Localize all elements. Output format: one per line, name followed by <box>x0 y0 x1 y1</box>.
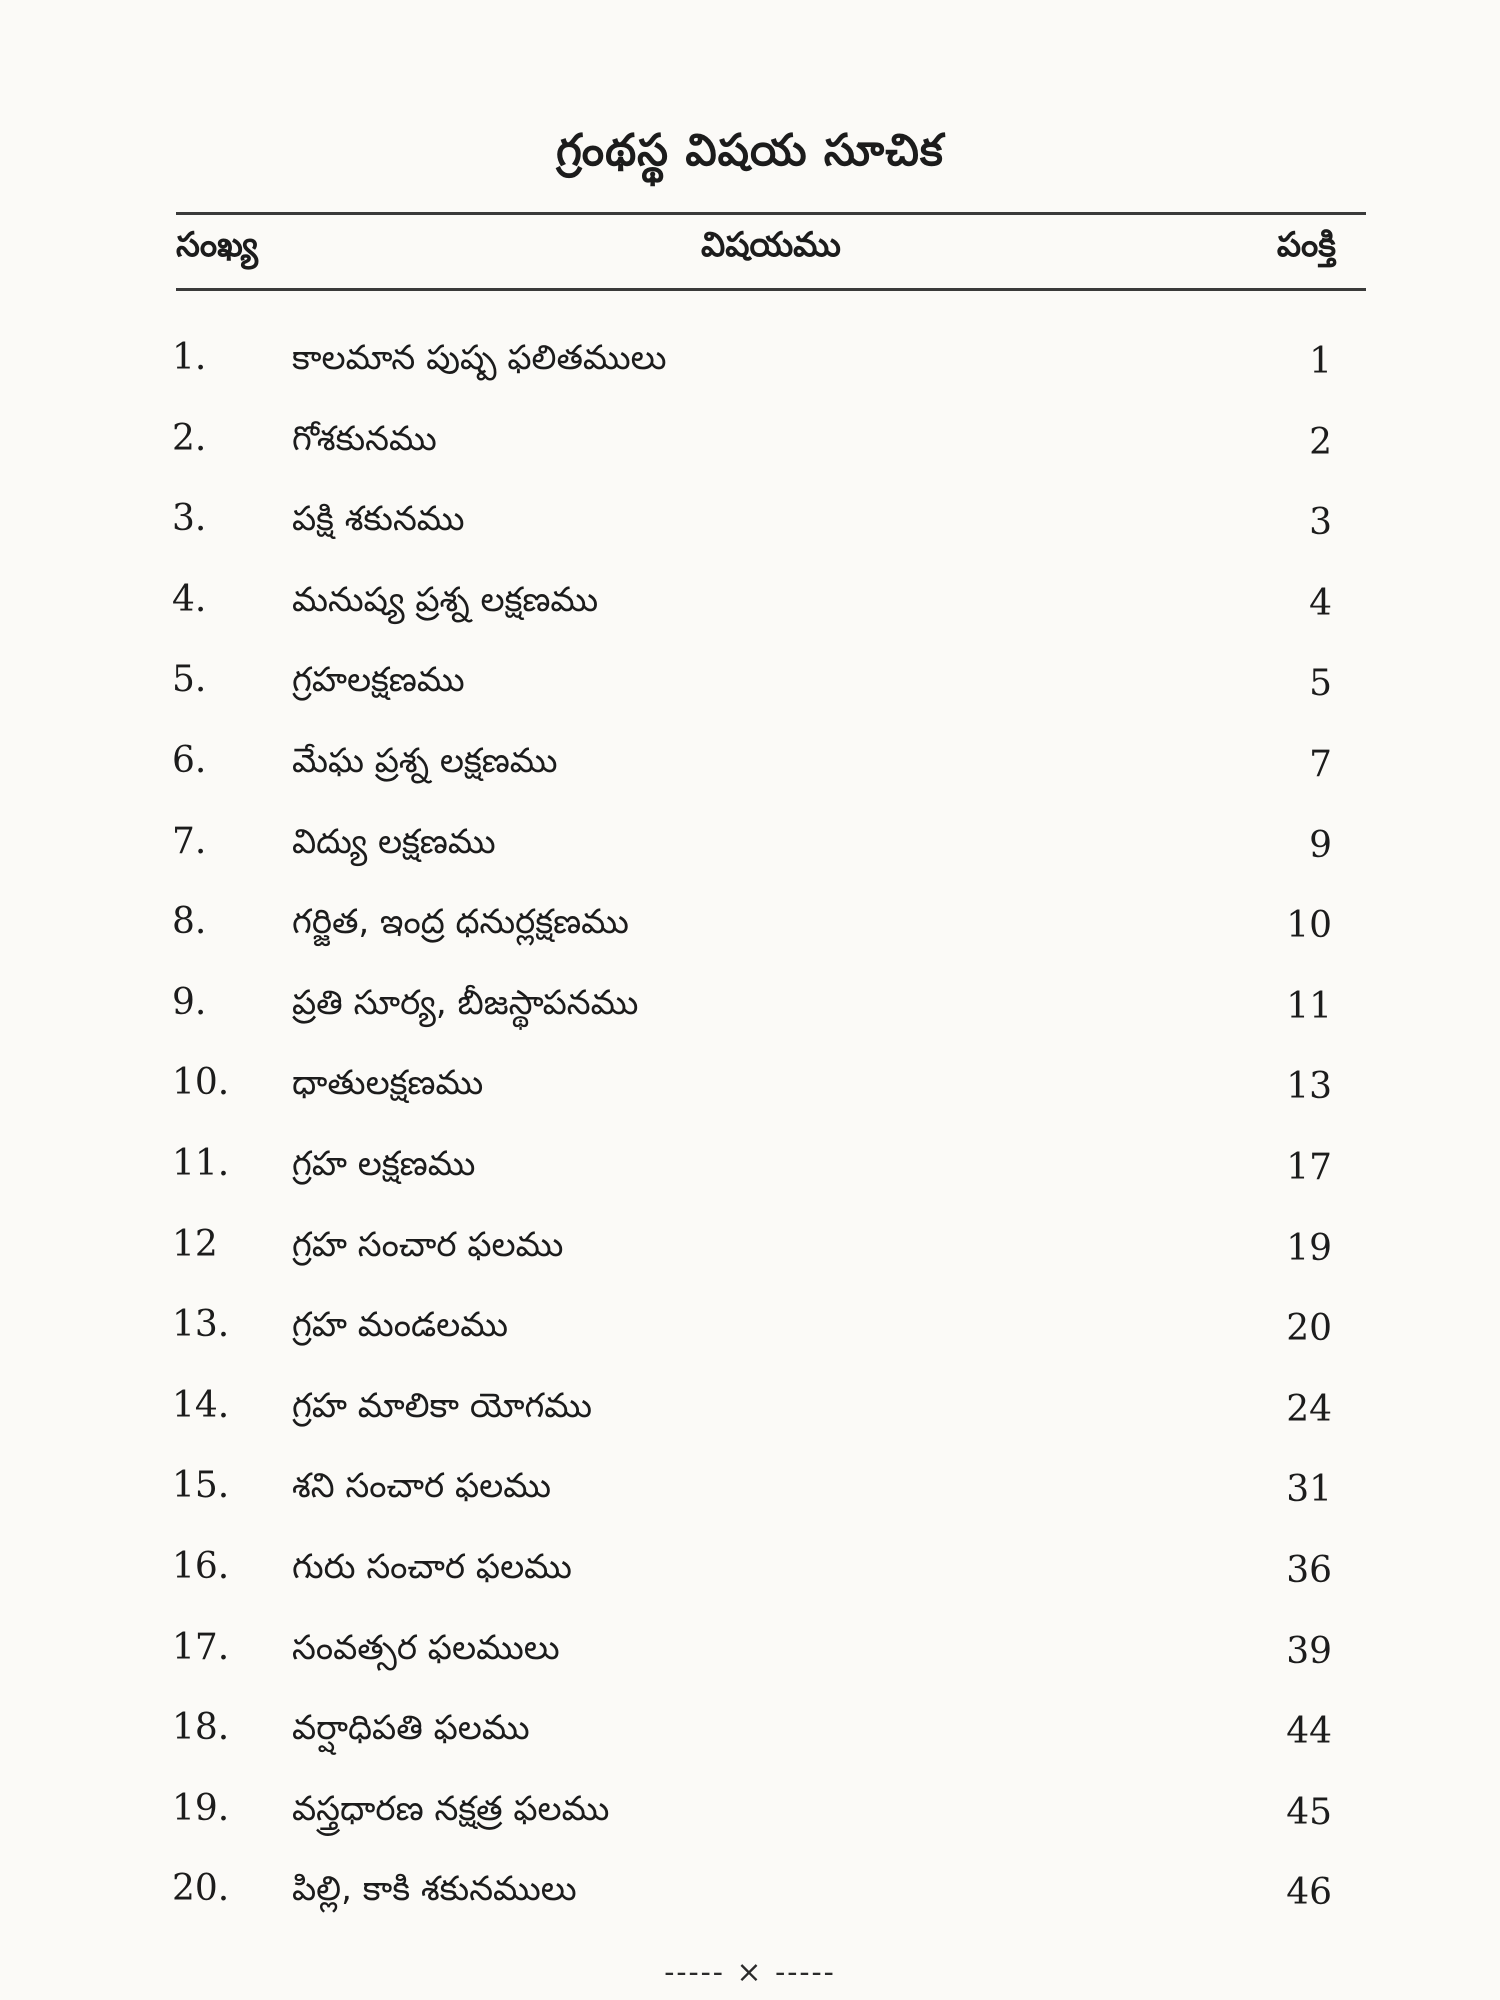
row-page: 39 <box>1286 1630 1332 1672</box>
row-number: 4. <box>172 578 207 620</box>
row-page: 13 <box>1286 1066 1332 1108</box>
row-page: 4 <box>1309 582 1332 624</box>
row-subject: గ్రహలక్షణము <box>292 660 465 701</box>
row-number: 2. <box>172 417 207 459</box>
row-page: 9 <box>1309 824 1332 866</box>
table-row <box>0 334 1500 415</box>
row-number: 15. <box>172 1465 230 1507</box>
row-page: 2 <box>1309 421 1332 463</box>
row-number: 10. <box>172 1062 230 1104</box>
row-subject: పక్షి శకునము <box>292 499 465 540</box>
table-row <box>0 1382 1500 1463</box>
table-row <box>0 415 1500 496</box>
row-page: 11 <box>1286 985 1332 1027</box>
table-row <box>0 1140 1500 1221</box>
row-page: 44 <box>1286 1711 1332 1753</box>
row-number: 19. <box>172 1787 230 1829</box>
row-subject: సంవత్సర ఫలములు <box>292 1627 560 1668</box>
table-row <box>0 1462 1500 1543</box>
row-subject: కాలమాన పుష్ప ఫలితములు <box>292 338 667 378</box>
row-number: 13. <box>172 1304 230 1346</box>
row-subject: వస్త్రధారణ నక్షత్ర ఫలము <box>292 1788 610 1829</box>
row-page: 20 <box>1286 1308 1332 1350</box>
row-number: 6. <box>172 739 207 781</box>
row-page: 5 <box>1309 663 1332 705</box>
row-subject: గురు సంచార ఫలము <box>292 1546 572 1587</box>
row-number: 12 <box>172 1223 218 1265</box>
header-top-rule <box>176 212 1366 215</box>
row-number: 18. <box>172 1707 230 1749</box>
row-number: 7. <box>172 820 207 862</box>
table-row <box>0 1301 1500 1382</box>
header-number: సంఖ్య <box>176 225 258 265</box>
table-row <box>0 576 1500 657</box>
table-row <box>0 656 1500 737</box>
row-page: 1 <box>1309 341 1332 382</box>
table-row <box>0 1785 1500 1866</box>
row-subject: విద్యు లక్షణము <box>292 821 496 862</box>
row-subject: శని సంచార ఫలము <box>292 1466 551 1507</box>
header-page: పంక్తి <box>1276 225 1336 265</box>
row-number: 17. <box>172 1626 230 1668</box>
row-number: 3. <box>172 498 207 540</box>
end-ornament: ----- × ----- <box>664 1955 836 1990</box>
row-page: 19 <box>1286 1227 1332 1269</box>
row-subject: గర్జిత, ఇంద్ర ధనుర్లక్షణము <box>292 902 629 943</box>
row-subject: మనుష్య ప్రశ్న లక్షణము <box>292 579 599 620</box>
row-number: 8. <box>172 901 207 943</box>
table-row <box>0 737 1500 818</box>
table-row <box>0 898 1500 979</box>
table-header <box>176 225 1366 277</box>
header-subject: విషయము <box>701 225 841 265</box>
row-subject: గ్రహ లక్షణము <box>292 1143 476 1184</box>
row-subject: పిల్లి, కాకి శకునములు <box>292 1869 577 1910</box>
row-page: 17 <box>1286 1146 1332 1188</box>
table-row <box>0 979 1500 1060</box>
row-subject: ప్రతి సూర్య, బీజస్థాపనము <box>292 982 639 1023</box>
row-subject: గ్రహ సంచార ఫలము <box>292 1224 564 1265</box>
page-title: గ్రంథస్థ విషయ సూచిక <box>556 125 944 176</box>
row-number: 20. <box>172 1868 230 1910</box>
row-number: 11. <box>172 1142 230 1184</box>
row-page: 46 <box>1286 1872 1332 1914</box>
row-subject: గ్రహ మాలికా యోగము <box>292 1385 593 1426</box>
row-page: 31 <box>1286 1469 1332 1511</box>
row-subject: గోశకునము <box>292 418 437 459</box>
table-row <box>0 1704 1500 1785</box>
row-number: 16. <box>172 1545 230 1587</box>
row-page: 7 <box>1309 743 1332 785</box>
table-row <box>0 1543 1500 1624</box>
row-number: 1. <box>172 337 207 378</box>
header-bottom-rule <box>176 288 1366 291</box>
table-row <box>0 495 1500 576</box>
table-row <box>0 1624 1500 1705</box>
row-number: 9. <box>172 981 207 1023</box>
row-page: 24 <box>1286 1388 1332 1430</box>
row-page: 10 <box>1286 905 1332 947</box>
row-subject: గ్రహ మండలము <box>292 1305 508 1346</box>
row-page: 36 <box>1286 1549 1332 1591</box>
table-row <box>0 818 1500 899</box>
row-subject: వర్షాధిపతి ఫలము <box>292 1708 530 1749</box>
table-row <box>0 1221 1500 1302</box>
contents-list <box>0 334 1500 1946</box>
row-page: 3 <box>1309 502 1332 544</box>
row-subject: మేఘ ప్రశ్న లక్షణము <box>292 740 558 781</box>
row-number: 14. <box>172 1384 230 1426</box>
row-page: 45 <box>1286 1791 1332 1833</box>
row-number: 5. <box>172 659 207 701</box>
table-row <box>0 1059 1500 1140</box>
row-subject: ధాతులక్షణము <box>292 1063 484 1104</box>
table-row <box>0 1865 1500 1946</box>
